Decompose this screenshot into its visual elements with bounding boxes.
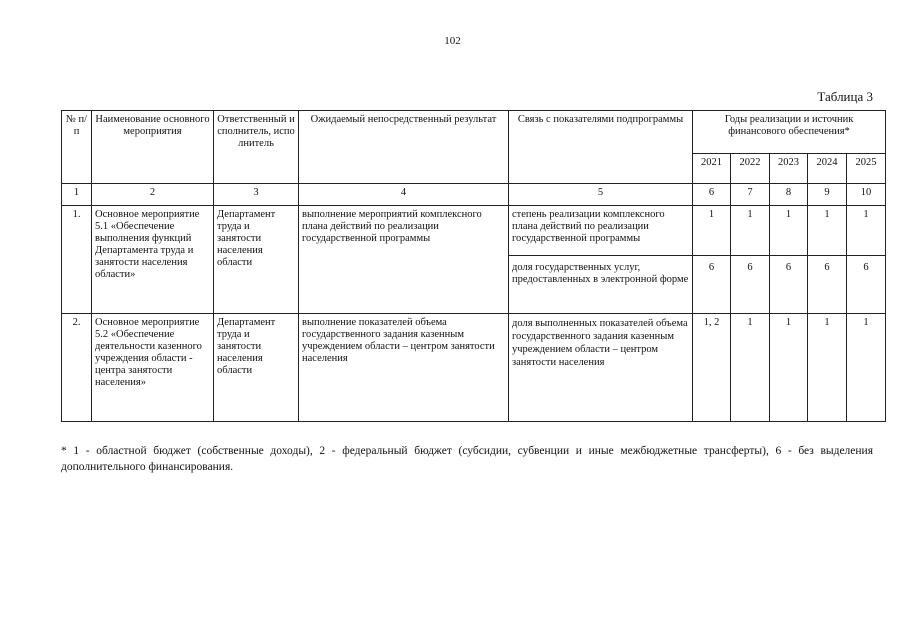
row-indicator: степень реализации комплексного плана действий по реализации государственной программы (509, 206, 693, 256)
year-value: 6 (808, 256, 847, 314)
header-year: 2022 (731, 154, 770, 184)
row-responsible: Департамент труда и занятости населения области (214, 314, 299, 422)
year-value: 1, 2 (693, 314, 731, 422)
year-value: 6 (693, 256, 731, 314)
column-number: 5 (509, 184, 693, 206)
header-years-group: Годы реализации и источник финансового обеспечения* (693, 111, 886, 154)
year-value: 1 (731, 206, 770, 256)
year-value: 1 (847, 206, 886, 256)
header-year: 2021 (693, 154, 731, 184)
column-number: 4 (299, 184, 509, 206)
row-indicator: доля выполненных показателей объема государственного задания казенным учреждением области – центром занятости населения (509, 314, 693, 422)
year-value: 1 (808, 206, 847, 256)
column-number: 9 (808, 184, 847, 206)
column-number: 1 (62, 184, 92, 206)
row-result: выполнение показателей объема государственного задания казенным учреждением области – центром занятости населения (299, 314, 509, 422)
table-title: Таблица 3 (817, 89, 873, 104)
year-value: 6 (847, 256, 886, 314)
header-link: Связь с показателями подпрограммы (509, 111, 693, 184)
row-name: Основное мероприятие 5.2 «Обеспечение деятельности казенного учреждения области - центра занятости населения» (92, 314, 214, 422)
program-table (61, 110, 886, 422)
row-indicator: доля государственных услуг, предоставленных в электронной форме (509, 256, 693, 314)
column-number: 10 (847, 184, 886, 206)
column-number: 7 (731, 184, 770, 206)
year-value: 6 (731, 256, 770, 314)
year-value: 1 (847, 314, 886, 422)
year-value: 6 (770, 256, 808, 314)
column-number: 6 (693, 184, 731, 206)
row-responsible: Департамент труда и занятости населения области (214, 206, 299, 314)
row-num: 1. (62, 206, 92, 314)
header-year: 2024 (808, 154, 847, 184)
year-value: 1 (731, 314, 770, 422)
header-result: Ожидаемый непосредственный результат (299, 111, 509, 184)
header-year: 2025 (847, 154, 886, 184)
page-number: 102 (444, 35, 461, 47)
row-result: выполнение мероприятий комплексного плана действий по реализации государственной программы (299, 206, 509, 314)
year-value: 1 (808, 314, 847, 422)
column-number: 8 (770, 184, 808, 206)
row-num: 2. (62, 314, 92, 422)
header-name: Наименование основного мероприятия (92, 111, 214, 184)
year-value: 1 (770, 206, 808, 256)
year-value: 1 (770, 314, 808, 422)
footnote: * 1 - областной бюджет (собственные доходы), 2 - федеральный бюджет (субсидии, субвенции и иные межбюджетные трансферты), 6 - без выделения дополнительного финансирования. (61, 445, 873, 473)
column-number: 3 (214, 184, 299, 206)
column-number: 2 (92, 184, 214, 206)
year-value: 1 (693, 206, 731, 256)
row-name: Основное мероприятие 5.1 «Обеспечение выполнения функций Департамента труда и занятости населения области» (92, 206, 214, 314)
header-year: 2023 (770, 154, 808, 184)
header-num: № п/п (62, 111, 92, 184)
header-responsible: Ответственный исполнитель, исполнитель (214, 111, 299, 184)
